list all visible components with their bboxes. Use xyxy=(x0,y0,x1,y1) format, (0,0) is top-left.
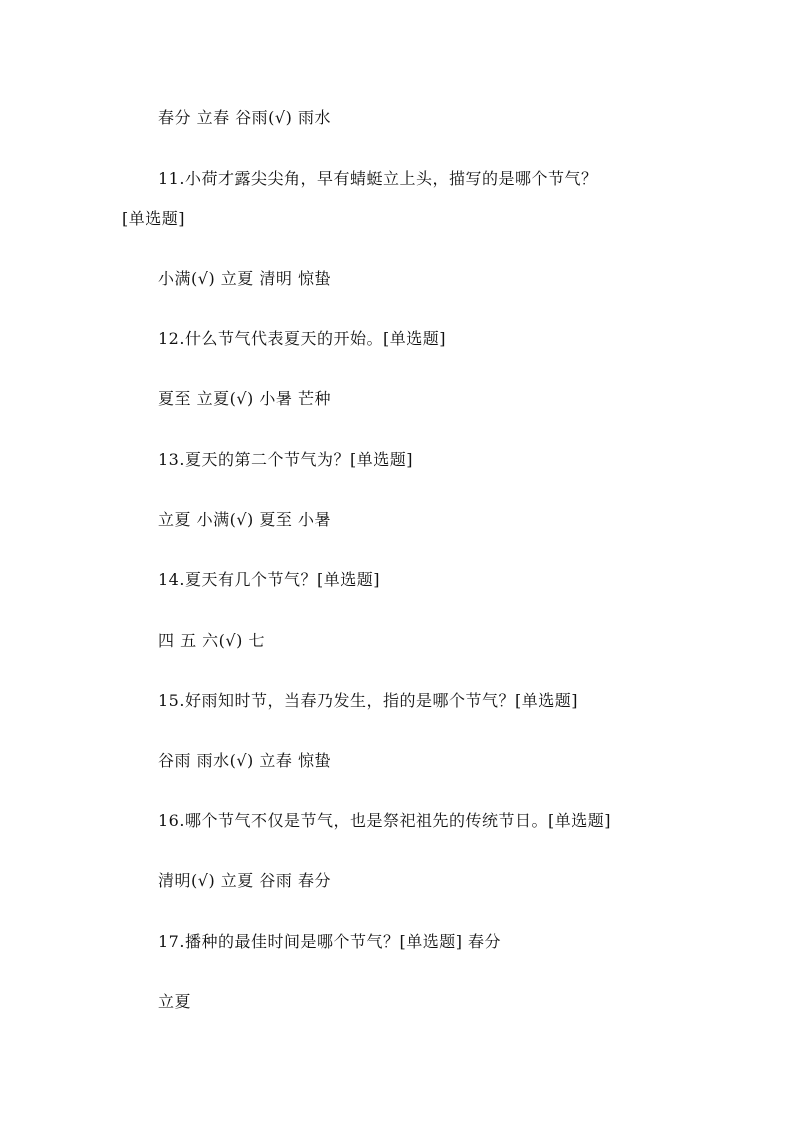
answer-options-line: 立夏 小满(√) 夏至 小暑 xyxy=(158,510,331,529)
answer-options-line: 夏至 立夏(√) 小暑 芒种 xyxy=(158,389,331,408)
answer-options-line: 谷雨 雨水(√) 立春 惊蛰 xyxy=(158,751,331,770)
answer-options-line: 四 五 六(√) 七 xyxy=(158,631,265,650)
question-15: 15.好雨知时节，当春乃发生，指的是哪个节气？[单选题] xyxy=(158,691,578,710)
answer-options-line: 立夏 xyxy=(158,992,192,1011)
question-type-label: [单选题] xyxy=(122,209,185,228)
question-17: 17.播种的最佳时间是哪个节气？[单选题] 春分 xyxy=(158,932,502,951)
answer-options-line: 小满(√) 立夏 清明 惊蛰 xyxy=(158,269,331,288)
answer-options-line: 清明(√) 立夏 谷雨 春分 xyxy=(158,871,331,890)
question-12: 12.什么节气代表夏天的开始。[单选题] xyxy=(158,329,446,348)
question-16: 16.哪个节气不仅是节气，也是祭祀祖先的传统节日。[单选题] xyxy=(158,811,611,830)
question-14: 14.夏天有几个节气？[单选题] xyxy=(158,570,380,589)
question-11: 11.小荷才露尖尖角，早有蜻蜓立上头，描写的是哪个节气？ xyxy=(158,169,598,188)
answer-options-line: 春分 立春 谷雨(√) 雨水 xyxy=(158,108,331,127)
question-13: 13.夏天的第二个节气为？[单选题] xyxy=(158,450,413,469)
